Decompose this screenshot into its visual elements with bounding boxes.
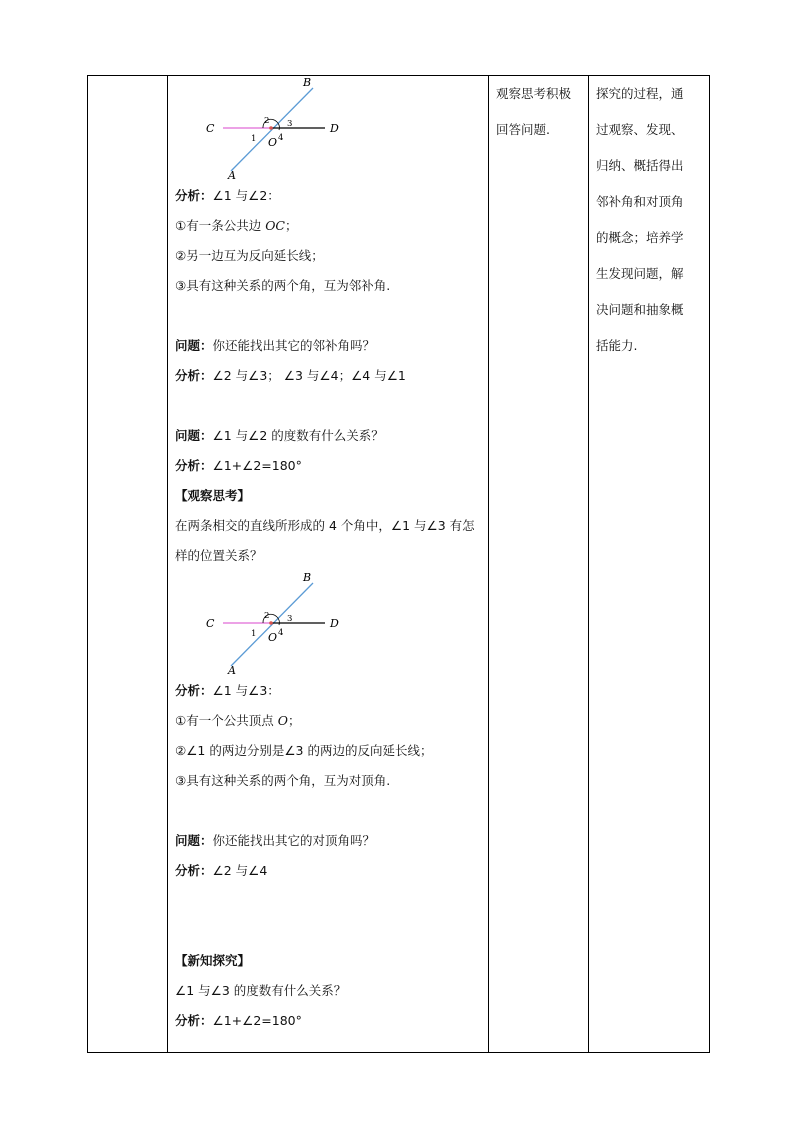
blank-line xyxy=(175,391,483,421)
analysis-text: ∠1 与∠2： xyxy=(212,188,280,203)
label-b: B xyxy=(303,76,312,89)
intent-line: 的概念；培养学 xyxy=(596,230,684,245)
intent-line: 探究的过程，通 xyxy=(596,86,684,101)
analysis-6 xyxy=(175,1006,483,1036)
analysis-text: ∠2 与∠4 xyxy=(212,863,268,878)
label-3: 3 xyxy=(287,119,293,129)
analysis-label: 分析： xyxy=(175,458,213,473)
table-row xyxy=(88,76,710,1053)
label-4: 4 xyxy=(278,133,284,143)
point-variable: OC xyxy=(265,218,285,233)
point-2c: ③具有这种关系的两个角，互为对顶角. xyxy=(175,773,391,788)
question-3 xyxy=(175,826,483,856)
section-new-heading: 【新知探究】 xyxy=(175,953,251,968)
activity-line: 回答问题. xyxy=(496,122,550,137)
label-c: C xyxy=(206,617,215,630)
label-2: 2 xyxy=(264,116,270,126)
lesson-table xyxy=(87,75,710,1053)
angle-figure-1 xyxy=(193,76,353,181)
question-label: 问题： xyxy=(175,833,213,848)
point-2b: ②∠1 的两边分别是∠3 的两边的反向延长线； xyxy=(175,743,433,758)
point-text: ①有一个公共顶点 xyxy=(175,713,278,728)
line-ab xyxy=(231,583,313,666)
analysis-label: 分析： xyxy=(175,683,213,698)
intent-line: 归纳、概括得出 xyxy=(596,158,684,173)
intent-line: 邻补角和对顶角 xyxy=(596,194,684,209)
label-c: C xyxy=(206,122,215,135)
analysis-text: ∠2 与∠3； ∠3 与∠4；∠4 与∠1 xyxy=(212,368,406,383)
intent-line: 过观察、发现、 xyxy=(596,122,684,137)
point-1a xyxy=(175,211,483,241)
label-b: B xyxy=(303,571,312,584)
point-1b: ②另一边互为反向延长线； xyxy=(175,248,324,263)
activity-line: 观察思考积极 xyxy=(496,86,572,101)
point-1c: ③具有这种关系的两个角，互为邻补角. xyxy=(175,278,391,293)
analysis-label: 分析： xyxy=(175,188,213,203)
design-intent-cell xyxy=(589,76,710,1053)
analysis-1 xyxy=(175,181,483,211)
analysis-4 xyxy=(175,676,483,706)
label-3: 3 xyxy=(287,614,293,624)
point-end: ； xyxy=(287,713,301,728)
analysis-text: ∠1 与∠3： xyxy=(212,683,280,698)
point-text: ①有一条公共边 xyxy=(175,218,266,233)
label-d: D xyxy=(330,617,339,630)
question-2 xyxy=(175,421,483,451)
vertex-point xyxy=(269,621,273,625)
label-o: O xyxy=(268,136,278,149)
label-1: 1 xyxy=(251,629,257,639)
vertex-point xyxy=(269,126,273,130)
angle-figure-2 xyxy=(193,571,353,676)
label-a: A xyxy=(228,664,236,676)
analysis-3 xyxy=(175,451,483,481)
new-question: ∠1 与∠3 的度数有什么关系？ xyxy=(175,983,347,998)
analysis-text: ∠1+∠2=180° xyxy=(212,458,302,473)
label-4: 4 xyxy=(278,628,284,638)
intent-line: 生发现问题，解 xyxy=(596,266,684,281)
question-text: 你还能找出其它的邻补角吗？ xyxy=(212,338,376,353)
analysis-2 xyxy=(175,361,483,391)
label-o: O xyxy=(268,631,278,644)
analysis-5 xyxy=(175,856,483,886)
observe-text: 在两条相交的直线所形成的 4 个角中，∠1 与∠3 有怎样的位置关系？ xyxy=(175,518,475,563)
section-observe-heading: 【观察思考】 xyxy=(175,488,251,503)
question-1 xyxy=(175,331,483,361)
question-text: ∠1 与∠2 的度数有什么关系？ xyxy=(212,428,384,443)
intent-line: 决问题和抽象概 xyxy=(596,302,684,317)
empty-cell xyxy=(88,76,168,1053)
point-end: ； xyxy=(285,218,298,233)
label-d: D xyxy=(330,122,339,135)
blank-line xyxy=(175,301,483,331)
label-a: A xyxy=(228,169,236,181)
blank-line xyxy=(175,796,483,826)
question-label: 问题： xyxy=(175,338,213,353)
analysis-text: ∠1+∠2=180° xyxy=(212,1013,302,1028)
analysis-label: 分析： xyxy=(175,863,213,878)
teaching-content-cell xyxy=(168,76,489,1053)
analysis-label: 分析： xyxy=(175,1013,213,1028)
intent-line: 括能力. xyxy=(596,338,638,353)
analysis-label: 分析： xyxy=(175,368,213,383)
question-label: 问题： xyxy=(175,428,213,443)
student-activity-cell xyxy=(489,76,589,1053)
label-1: 1 xyxy=(251,134,257,144)
label-2: 2 xyxy=(264,611,270,621)
question-text: 你还能找出其它的对顶角吗？ xyxy=(212,833,376,848)
blank-lines xyxy=(175,886,483,946)
line-ab xyxy=(231,88,313,171)
point-2a xyxy=(175,706,483,736)
point-variable: O xyxy=(277,713,288,728)
